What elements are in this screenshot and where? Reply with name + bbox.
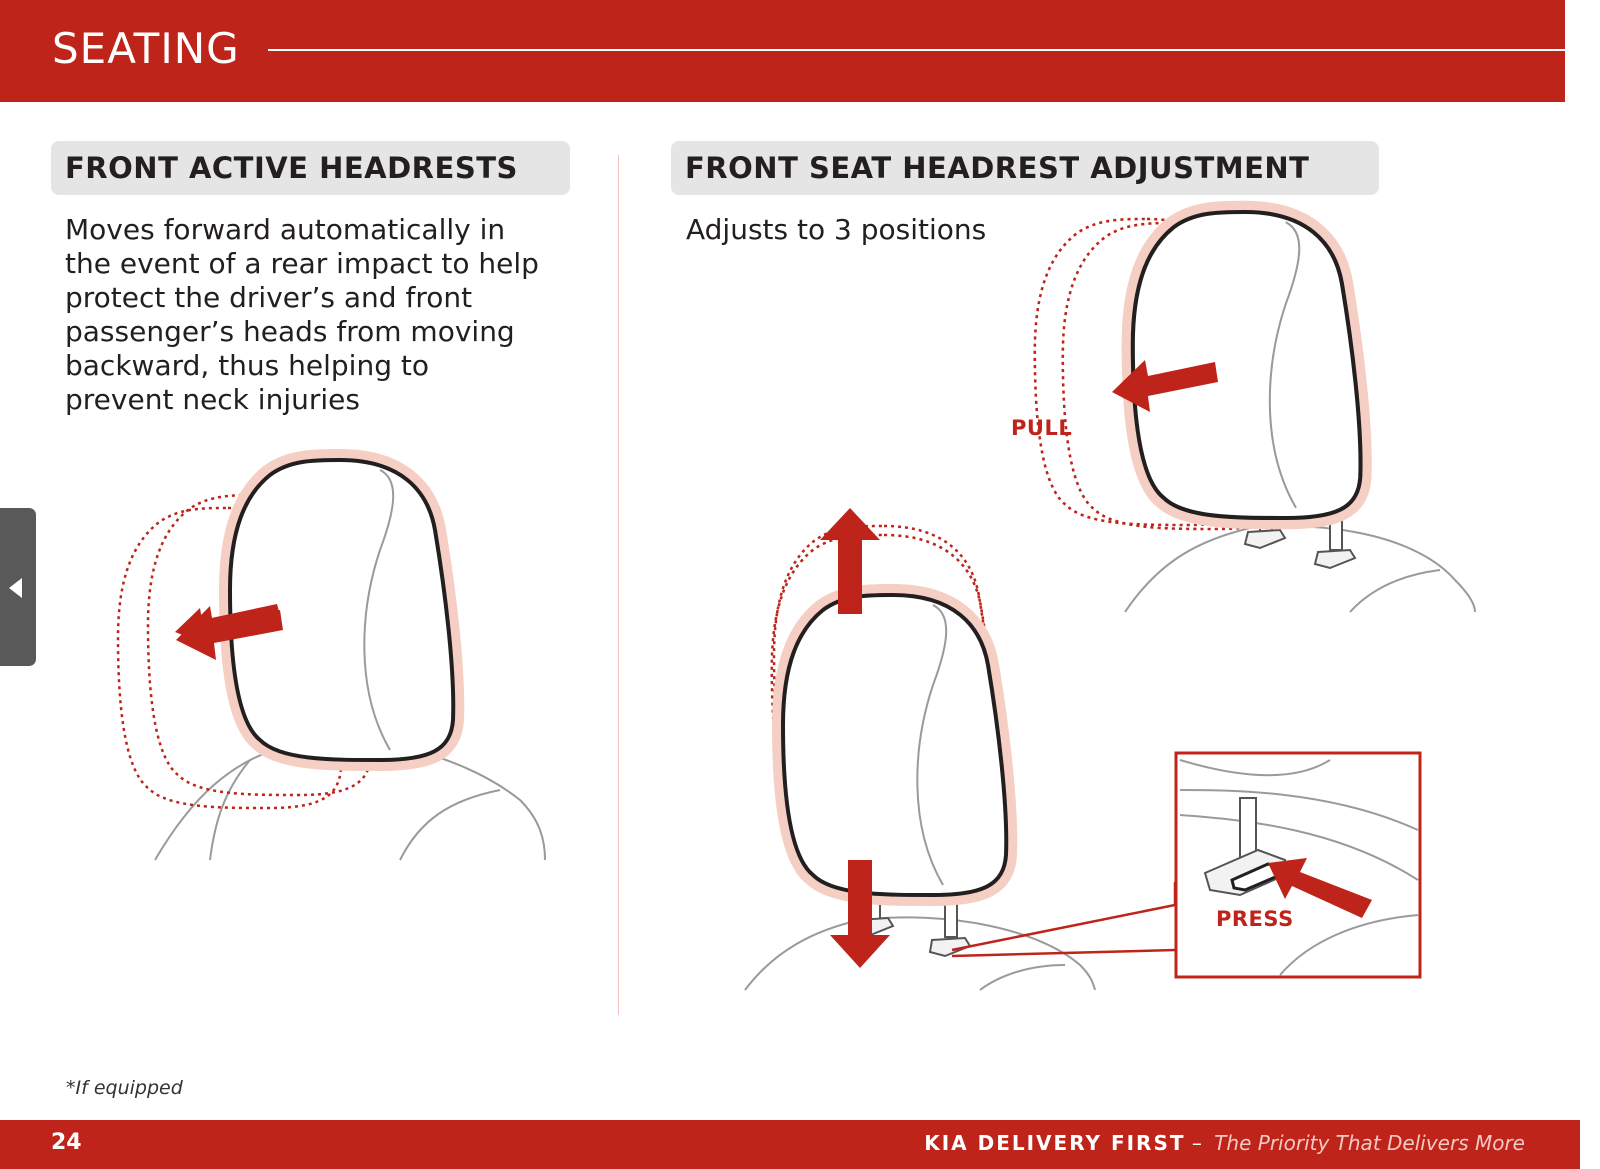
press-label: PRESS	[1216, 907, 1294, 931]
section-title-active-headrests: FRONT ACTIVE HEADRESTS	[51, 141, 570, 195]
release-button-icon	[1176, 753, 1420, 977]
brand-name: KIA DELIVERY FIRST	[924, 1131, 1186, 1155]
headrest-forward-icon	[118, 460, 545, 860]
brand-separator: –	[1191, 1131, 1202, 1155]
active-headrests-description: Moves forward automatically in the event of a rear impact to help protect the driver’s and front passenger’s heads from moving backward, thus helping to prevent neck injuries	[65, 213, 539, 416]
footnote: *If equipped	[66, 1077, 183, 1099]
page-number: 24	[51, 1130, 82, 1155]
pull-label: PULL	[1011, 416, 1073, 440]
headrest-height-icon	[745, 508, 1095, 990]
headrest-pull-icon	[1035, 212, 1475, 612]
page-title: SEATING	[52, 24, 240, 73]
footer-brand	[924, 1131, 1525, 1155]
brand-tagline: The Priority That Delivers More	[1214, 1131, 1525, 1155]
section-title-headrest-adjustment: FRONT SEAT HEADREST ADJUSTMENT	[671, 141, 1379, 195]
headrest-adjustment-description: Adjusts to 3 positions	[686, 213, 987, 246]
